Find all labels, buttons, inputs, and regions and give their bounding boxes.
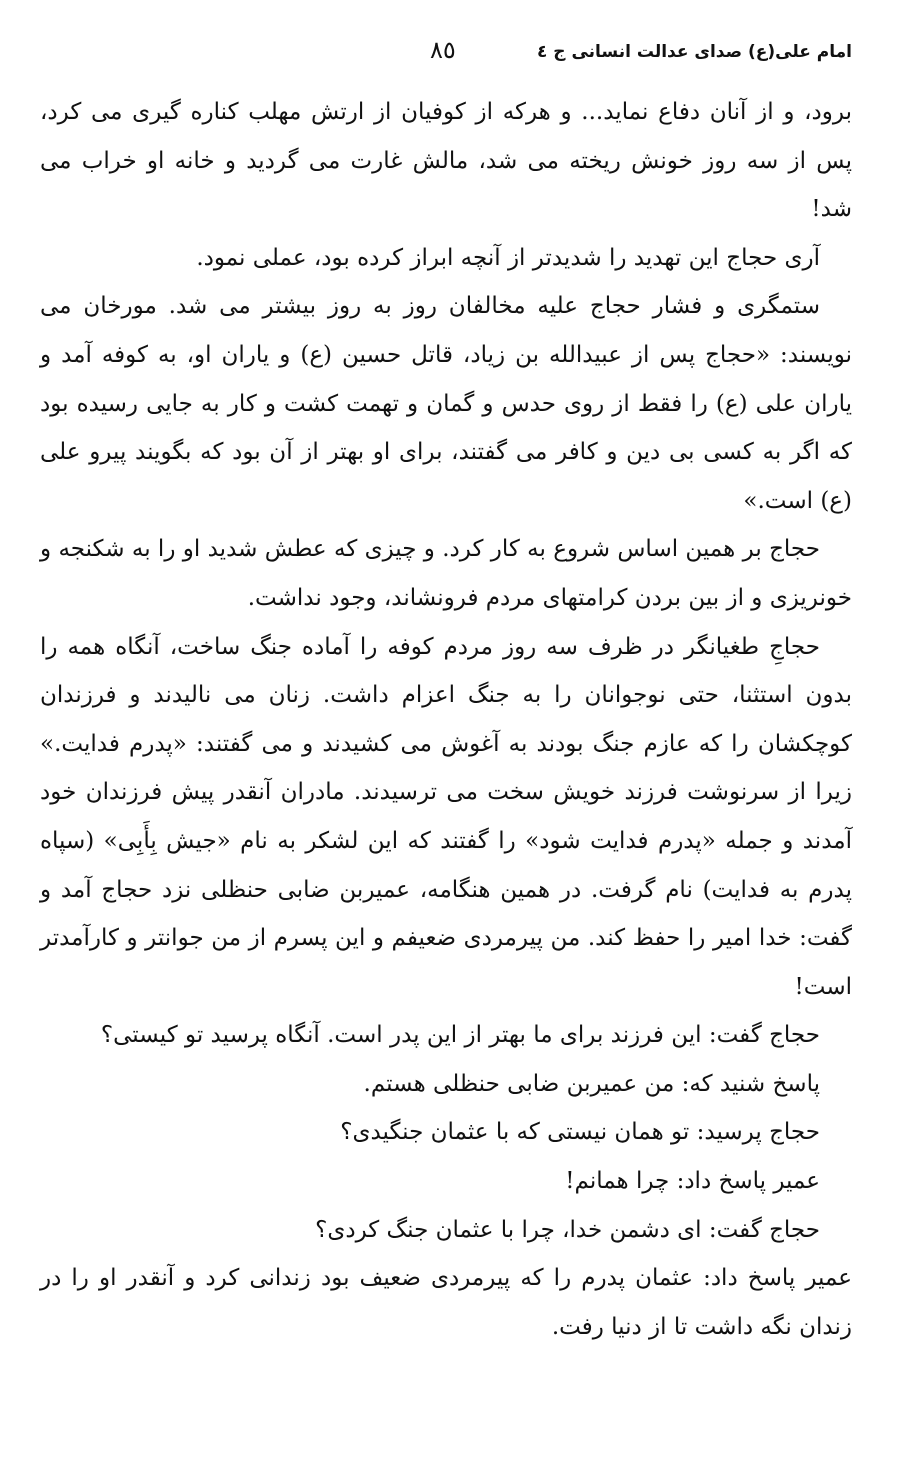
paragraph-6: حجاج گفت: این فرزند برای ما بهتر از این پدر است. آنگاه پرسید تو کیستی؟ <box>100 1022 820 1049</box>
paragraph-3: ستمگری و فشار حجاج علیه مخالفان روز به روز بیشتر می شد. مورخان می نویسند: «حجاج پس از عبیدالله بن زیاد، قاتل حسین (ع) و یاران او، به کوفه آمد و یاران علی (ع) را فقط از روی حدس و گمان و تهمت کشت و کار به جایی رسیده بود که اگر به کسی بی دین و کافر می گفتند، برای او بهتر از آن بود که بگویند پیرو علی (ع) است.» <box>40 293 852 514</box>
paragraph-1: برود، و از آنان دفاع نماید... و هرکه از کوفیان از ارتش مهلب کناره گیری می کرد، پس از سه روز خونش ریخته می شد، مالش غارت می گردید و خانه او خراب می شد! <box>40 99 852 223</box>
page-number: ٨٥ <box>430 36 456 64</box>
dialogue-line-1: پاسخ شنید که: من عمیربن ضابی حنظلی هستم. <box>363 1070 820 1097</box>
paragraph-2: آری حجاج این تهدید را شدیدتر از آنچه ابراز کرده بود، عملی نمود. <box>196 244 820 271</box>
page-body <box>40 88 852 1351</box>
dialogue-line-4: حجاج گفت: ای دشمن خدا، چرا با عثمان جنگ کردی؟ <box>315 1216 820 1243</box>
closing-paragraph: عمیر پاسخ داد: عثمان پدرم را که پیرمردی ضعیف بود زندانی کرد و آنقدر او را در زندان نگه داشت تا از دنیا رفت. <box>40 1265 852 1340</box>
page-header <box>40 36 852 72</box>
running-title: امام علی(ع) صدای عدالت انسانی ج ٤ <box>536 42 852 62</box>
dialogue-line-2: حجاج پرسید: تو همان نیستی که با عثمان جنگیدی؟ <box>340 1119 820 1146</box>
paragraph-5: حجاجِ طغیانگر در ظرف سه روز مردم کوفه را آماده جنگ ساخت، آنگاه همه را بدون استثنا، حتی نوجوانان را به جنگ اعزام داشت. زنان می نالیدند و فرزندان کوچکشان را که عازم جنگ بودند به آغوش می کشیدند و می گفتند: «پدرم فدایت.» زیرا از سرنوشت فرزند خویش سخت می ترسیدند. مادران آنقدر پیش فرزندان خود آمدند و جمله «پدرم فدایت شود» را گفتند که این لشکر به نام «جیش بِأَبِی» (سپاه پدرم به فدایت) نام گرفت. در همین هنگامه، عمیربن ضابی حنظلی نزد حجاج آمد و گفت: خدا امیر را حفظ کند. من پیرمردی ضعیفم و این پسرم از من جوانتر و کارآمدتر است! <box>40 633 852 1000</box>
paragraph-4: حجاج بر همین اساس شروع به کار کرد. و چیزی که عطش شدید او را به شکنجه و خونریزی و از بین بردن کرامتهای مردم فرونشاند، وجود نداشت. <box>40 536 852 611</box>
dialogue-line-3: عمیر پاسخ داد: چرا همانم! <box>565 1168 820 1195</box>
